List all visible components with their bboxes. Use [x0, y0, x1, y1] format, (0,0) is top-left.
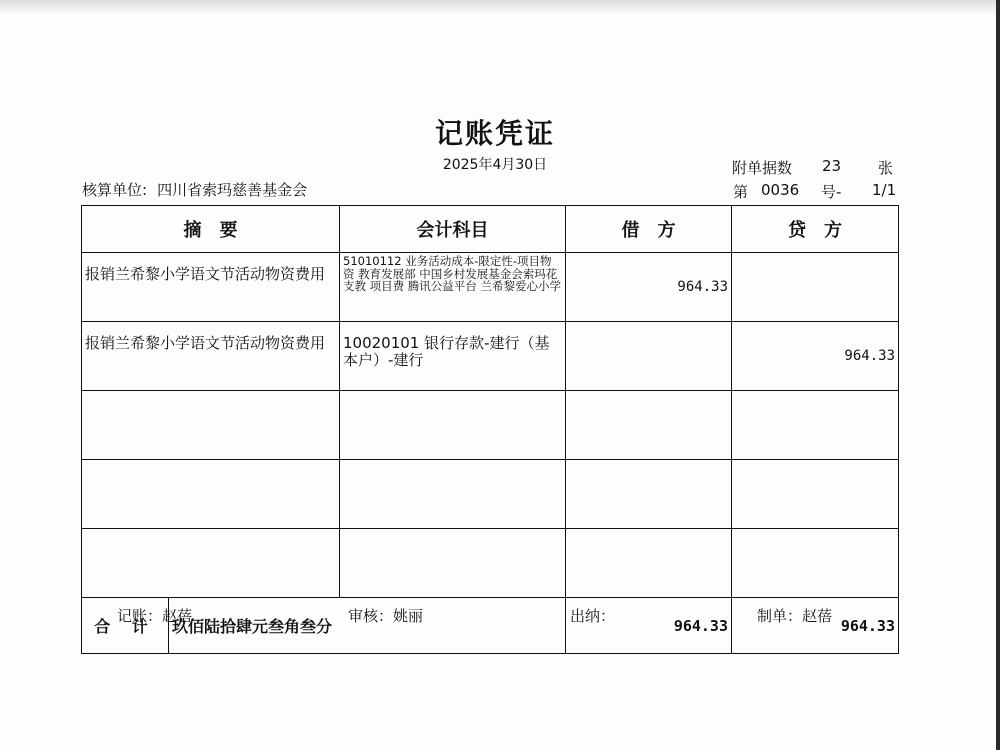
scan-shadow	[0, 0, 1000, 14]
accounting-unit-label: 核算单位:	[82, 181, 148, 199]
row-account	[340, 460, 566, 529]
table-row	[82, 322, 899, 391]
row-account	[340, 529, 566, 598]
total-credit: 964.33	[732, 598, 899, 654]
total-amount-in-words: 玖佰陆拾肆元叁角叁分	[169, 598, 566, 654]
row-credit: 964.33	[732, 322, 899, 391]
attachment-unit: 张	[878, 159, 894, 177]
header-account: 会计科目	[340, 206, 566, 253]
voucher-number-suffix: 号-	[821, 183, 842, 201]
row-summary: 报销兰希黎小学语文节活动物资费用	[82, 253, 340, 322]
voucher-number-value: 0036	[761, 181, 800, 199]
accounting-unit	[82, 179, 307, 200]
header-credit: 贷 方	[732, 206, 899, 253]
table-row	[82, 529, 899, 598]
preparer-signature: 制单：赵蓓	[757, 607, 833, 625]
table-header-row	[82, 206, 899, 253]
total-label: 合 计	[82, 598, 169, 654]
voucher-number-prefix: 第	[733, 183, 749, 201]
attachment-count	[732, 157, 894, 178]
voucher-table	[81, 205, 899, 654]
row-summary	[82, 391, 340, 460]
attachment-number: 23	[822, 157, 842, 175]
bookkeeper-signature: 记账：赵蓓	[117, 607, 193, 625]
cashier-signature: 出纳：	[570, 607, 616, 625]
row-credit	[732, 460, 899, 529]
table-row	[82, 391, 899, 460]
row-debit: 964.33	[566, 253, 732, 322]
row-summary	[82, 529, 340, 598]
row-account	[340, 391, 566, 460]
row-summary	[82, 460, 340, 529]
attachment-label: 附单据数	[732, 159, 793, 177]
row-debit	[566, 391, 732, 460]
voucher-page: 1/1	[872, 181, 897, 199]
table-row	[82, 253, 899, 322]
row-credit	[732, 253, 899, 322]
header-debit: 借 方	[566, 206, 732, 253]
accounting-unit-value: 四川省索玛慈善基金会	[157, 181, 308, 199]
row-debit	[566, 322, 732, 391]
row-credit	[732, 391, 899, 460]
row-account: 51010112 业务活动成本-限定性-项目物资 教育发展部 中国乡村发展基金会索玛花支教 项目费 腾讯公益平台 兰希黎爱心小学	[340, 253, 566, 322]
row-credit	[732, 529, 899, 598]
reviewer-signature: 审核：姚丽	[348, 607, 424, 625]
total-debit: 964.33	[566, 598, 732, 654]
header-summary: 摘 要	[82, 206, 340, 253]
voucher-title: 记账凭证	[434, 117, 555, 150]
row-debit	[566, 460, 732, 529]
row-summary: 报销兰希黎小学语文节活动物资费用	[82, 322, 340, 391]
table-row	[82, 460, 899, 529]
voucher-date: 2025年4月30日	[442, 157, 548, 173]
row-debit	[566, 529, 732, 598]
row-account: 10020101 银行存款-建行（基本户）-建行	[340, 322, 566, 391]
scan-edge	[996, 0, 1000, 750]
